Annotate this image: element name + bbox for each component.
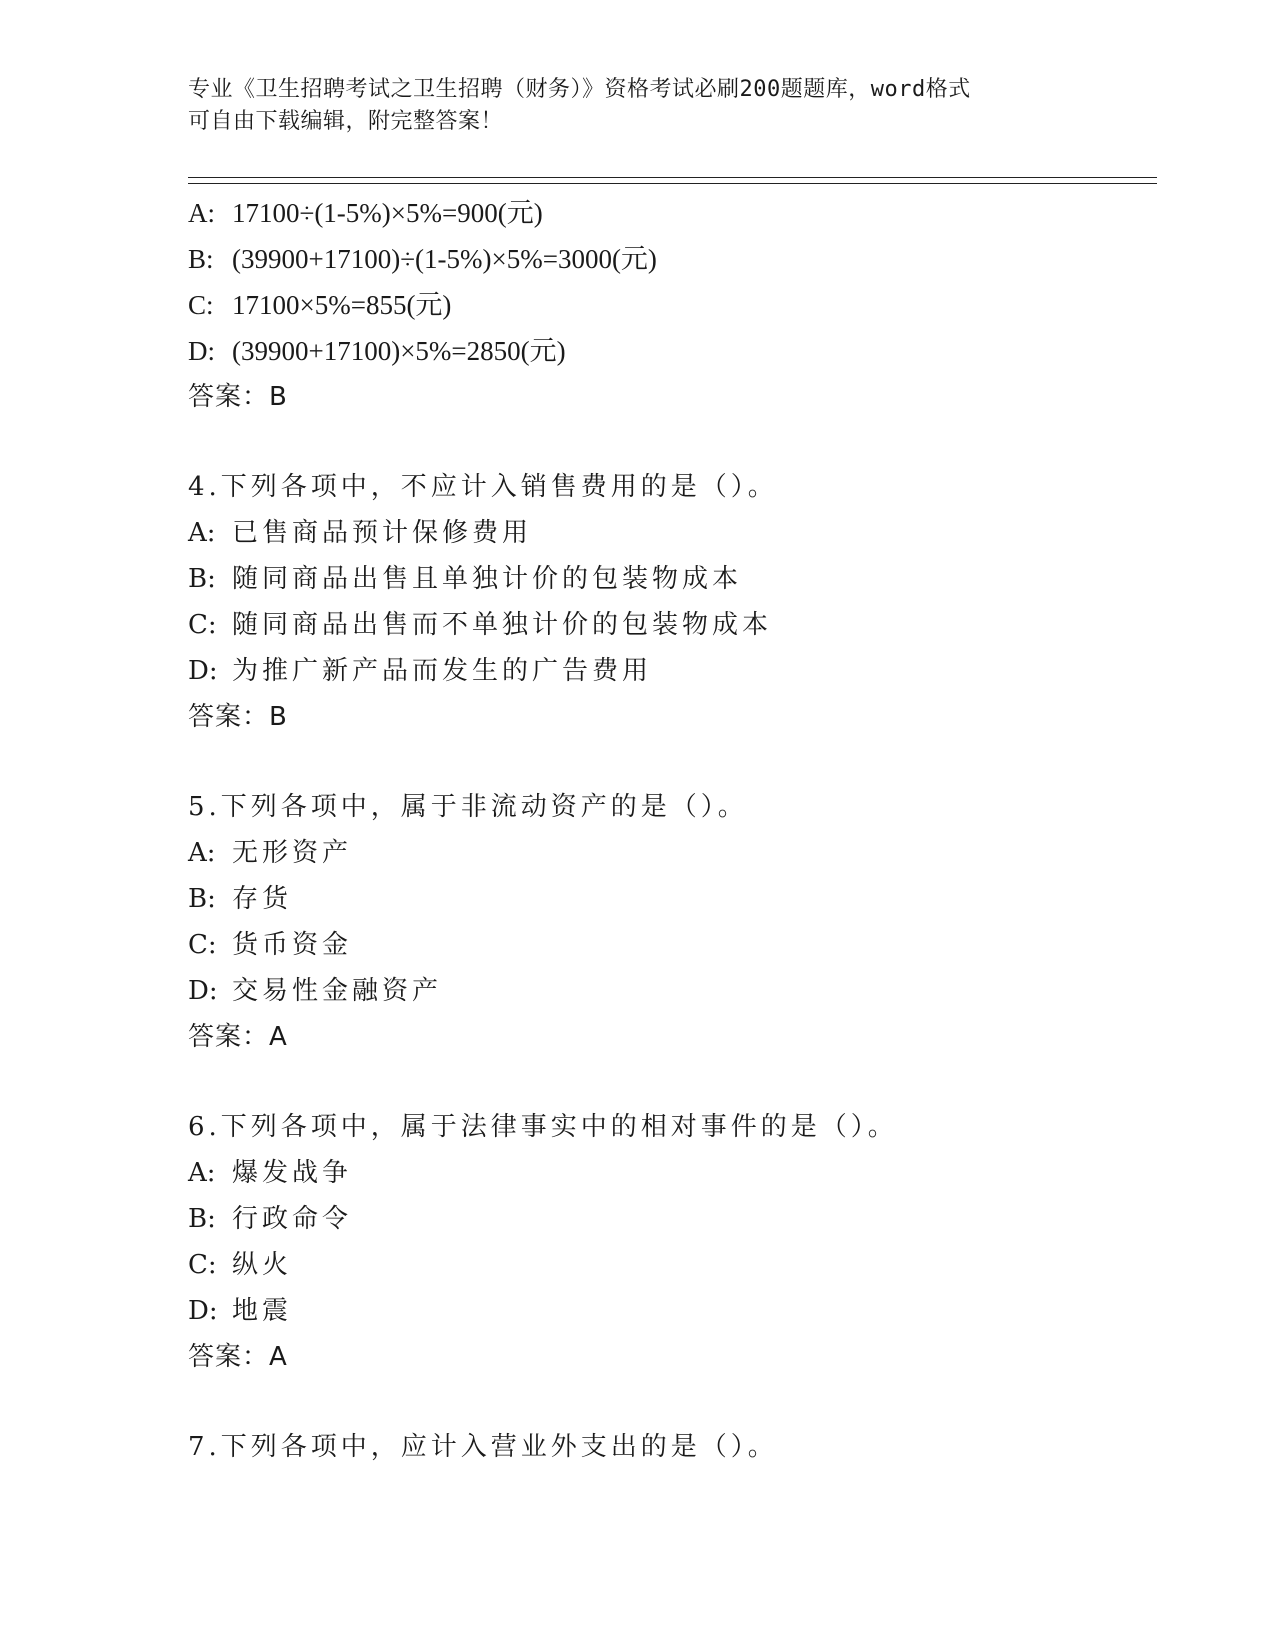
option-c [188, 1242, 1148, 1288]
option-label: B: [188, 1204, 216, 1234]
option-a [188, 1150, 1148, 1196]
header-divider-bottom [188, 183, 1157, 184]
option-b [188, 1196, 1148, 1242]
option-d [188, 648, 1148, 694]
question-title: 6.下列各项中，属于法律事实中的相对事件的是（）。 [188, 1112, 898, 1142]
option-b [188, 556, 1148, 602]
option-label: C: [188, 930, 217, 960]
question-3 [188, 190, 1148, 420]
option-text: 为推广新产品而发生的广告费用 [232, 656, 653, 686]
option-label: B: [188, 244, 214, 274]
option-label: A: [188, 518, 216, 548]
option-text: 无形资产 [232, 838, 353, 868]
option-text: 行政命令 [232, 1204, 353, 1234]
option-label: C: [188, 290, 214, 320]
question-list [188, 190, 1148, 1470]
option-text: (39900+17100)×5%=2850(元) [232, 336, 566, 366]
option-text: 交易性金融资产 [232, 976, 443, 1006]
option-text: 17100÷(1-5%)×5%=900(元) [232, 198, 543, 228]
option-text: 货币资金 [232, 930, 353, 960]
answer: 答案：B [188, 382, 288, 412]
option-label: D: [188, 656, 218, 686]
option-text: 随同商品出售且单独计价的包装物成本 [232, 564, 743, 594]
option-text: 地震 [232, 1296, 293, 1326]
option-label: B: [188, 884, 216, 914]
option-label: D: [188, 336, 215, 366]
option-text: 存货 [232, 884, 293, 914]
spacer [188, 1380, 1148, 1424]
option-label: C: [188, 610, 217, 640]
option-d [188, 328, 1148, 374]
option-a [188, 190, 1148, 236]
option-label: D: [188, 1296, 218, 1326]
option-c [188, 602, 1148, 648]
option-d [188, 1288, 1148, 1334]
document-header [188, 74, 1068, 138]
option-d [188, 968, 1148, 1014]
option-label: B: [188, 564, 216, 594]
option-a [188, 830, 1148, 876]
option-text: 随同商品出售而不单独计价的包装物成本 [232, 610, 773, 640]
option-text: (39900+17100)÷(1-5%)×5%=3000(元) [232, 244, 657, 274]
option-text: 17100×5%=855(元) [232, 290, 452, 320]
answer: 答案：A [188, 1022, 288, 1052]
header-line-1: 专业《卫生招聘考试之卫生招聘（财务）》资格考试必刷200题题库，word格式 [188, 77, 971, 102]
option-b [188, 876, 1148, 922]
question-title: 7.下列各项中，应计入营业外支出的是（）。 [188, 1432, 778, 1462]
option-c [188, 922, 1148, 968]
header-divider-top [188, 177, 1157, 178]
answer: 答案：B [188, 702, 288, 732]
spacer [188, 420, 1148, 464]
question-5 [188, 784, 1148, 1060]
question-7 [188, 1424, 1148, 1470]
option-text: 已售商品预计保修费用 [232, 518, 533, 548]
option-b [188, 236, 1148, 282]
option-label: D: [188, 976, 218, 1006]
answer: 答案：A [188, 1342, 288, 1372]
question-title: 4.下列各项中，不应计入销售费用的是（）。 [188, 472, 778, 502]
option-text: 纵火 [232, 1250, 293, 1280]
header-line-2: 可自由下载编辑，附完整答案！ [188, 109, 504, 134]
option-label: C: [188, 1250, 217, 1280]
question-6 [188, 1104, 1148, 1380]
option-label: A: [188, 1158, 216, 1188]
spacer [188, 740, 1148, 784]
question-4 [188, 464, 1148, 740]
option-label: A: [188, 198, 215, 228]
spacer [188, 1060, 1148, 1104]
question-title: 5.下列各项中，属于非流动资产的是（）。 [188, 792, 748, 822]
option-a [188, 510, 1148, 556]
option-label: A: [188, 838, 216, 868]
option-c [188, 282, 1148, 328]
option-text: 爆发战争 [232, 1158, 353, 1188]
